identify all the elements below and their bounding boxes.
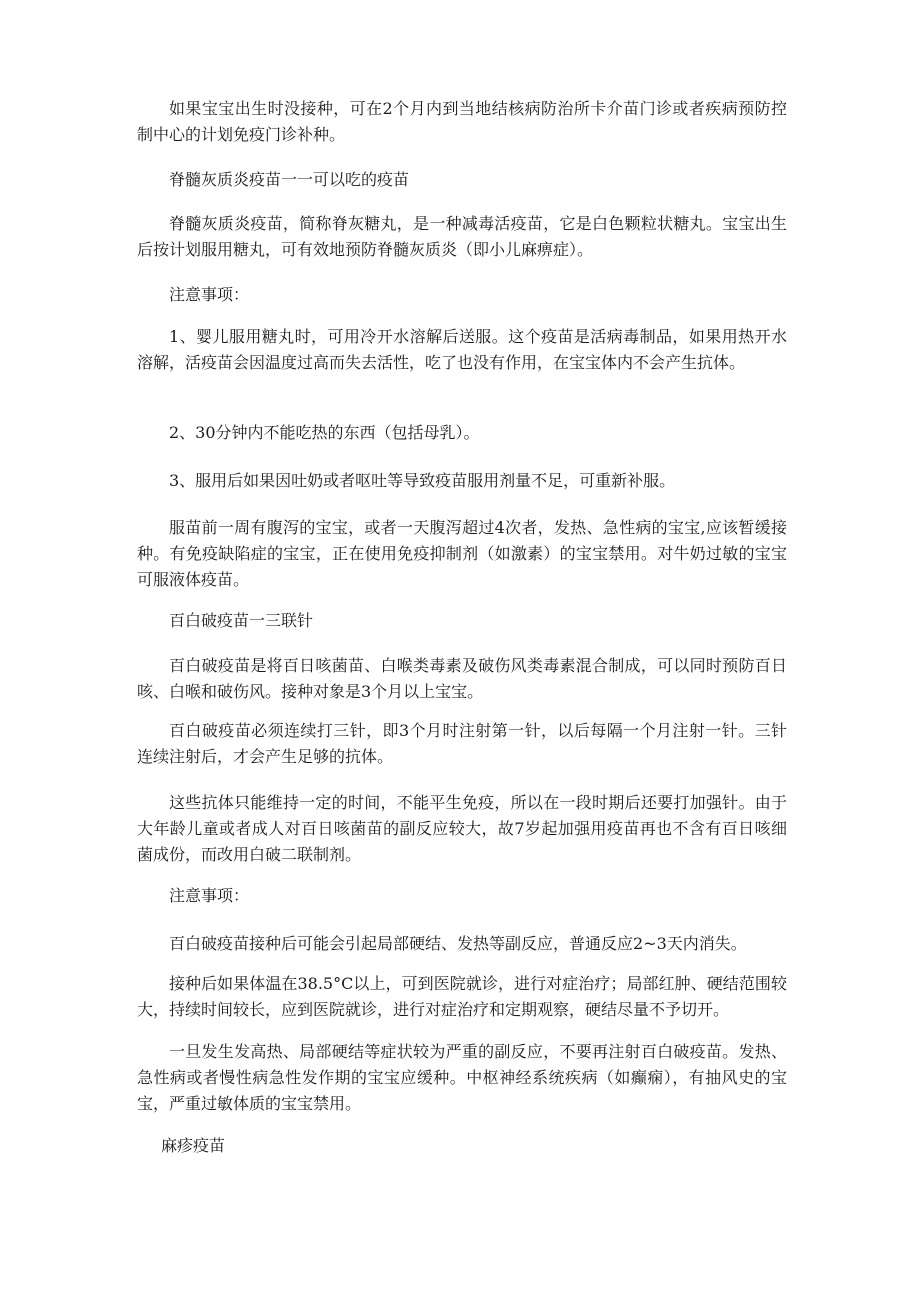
- heading-dtp-vaccine: 百白破疫苗一三联针: [169, 611, 314, 630]
- paragraph-note-2: 2、30分钟内不能吃热的东西（包括母乳）。: [169, 423, 480, 442]
- paragraph-polio-contraindications: 服苗前一周有腹泻的宝宝，或者一天腹泻超过4次者，发热、急性病的宝宝,应该暂缓接种。有免疫缺陷症的宝宝，正在使用免疫抑制剂（如激素）的宝宝禁用。对牛奶过敏的宝宝可服液体疫苗。: [137, 518, 787, 589]
- paragraph-dtp-side-effects: 百白破疫苗接种后可能会引起局部硬结、发热等副反应，普通反应2~3天内消失。: [169, 934, 747, 953]
- heading-notes-2: 注意事项：: [169, 886, 250, 905]
- heading-polio-vaccine: 脊髓灰质炎疫苗一一可以吃的疫苗: [169, 170, 410, 189]
- paragraph-polio-intro: 脊髓灰质炎疫苗，简称脊灰糖丸，是一种减毒活疫苗，它是白色颗粒状糖丸。宝宝出生后按计划服用糖丸，可有效地预防脊髓灰质炎（即小儿麻痹症）。: [137, 214, 787, 259]
- paragraph-dtp-booster: 这些抗体只能维持一定的时间，不能平生免疫，所以在一段时期后还要打加强针。由于大年龄儿童或者成人对百日咳菌苗的副反应较大，故7岁起加强用疫苗再也不含有百日咳细菌成份，而改用白破二联制剂。: [137, 793, 787, 864]
- paragraph-dtp-schedule: 百白破疫苗必须连续打三针，即3个月时注射第一针，以后每隔一个月注射一针。三针连续注射后，才会产生足够的抗体。: [137, 721, 787, 766]
- heading-notes-1: 注意事项：: [169, 285, 250, 304]
- paragraph-note-1: 1、婴儿服用糖丸时，可用冷开水溶解后送服。这个疫苗是活病毒制品，如果用热开水溶解，活疫苗会因温度过高而失去活性，吃了也没有作用，在宝宝体内不会产生抗体。: [137, 327, 787, 372]
- paragraph-dtp-fever: 接种后如果体温在38.5°C以上，可到医院就诊，进行对症治疗；局部红肿、硬结范围较大，持续时间较长，应到医院就诊，进行对症治疗和定期观察，硬结尽量不予切开。: [137, 974, 787, 1019]
- heading-measles-vaccine: 麻疹疫苗: [161, 1136, 226, 1155]
- paragraph-bcg-makeup: 如果宝宝出生时没接种，可在2个月内到当地结核病防治所卡介苗门诊或者疾病预防控制中心的计划免疫门诊补种。: [137, 99, 787, 144]
- paragraph-dtp-severe: 一旦发生发高热、局部硬结等症状较为严重的副反应，不要再注射百白破疫苗。发热、急性病或者慢性病急性发作期的宝宝应缓种。中枢神经系统疾病（如癫痫），有抽风史的宝宝，严重过敏体质的宝宝禁用。: [137, 1042, 787, 1113]
- paragraph-note-3: 3、服用后如果因吐奶或者呕吐等导致疫苗服用剂量不足，可重新补服。: [169, 471, 676, 490]
- paragraph-dtp-intro: 百白破疫苗是将百日咳菌苗、白喉类毒素及破伤风类毒素混合制成，可以同时预防百日咳、白喉和破伤风。接种对象是3个月以上宝宝。: [137, 656, 787, 701]
